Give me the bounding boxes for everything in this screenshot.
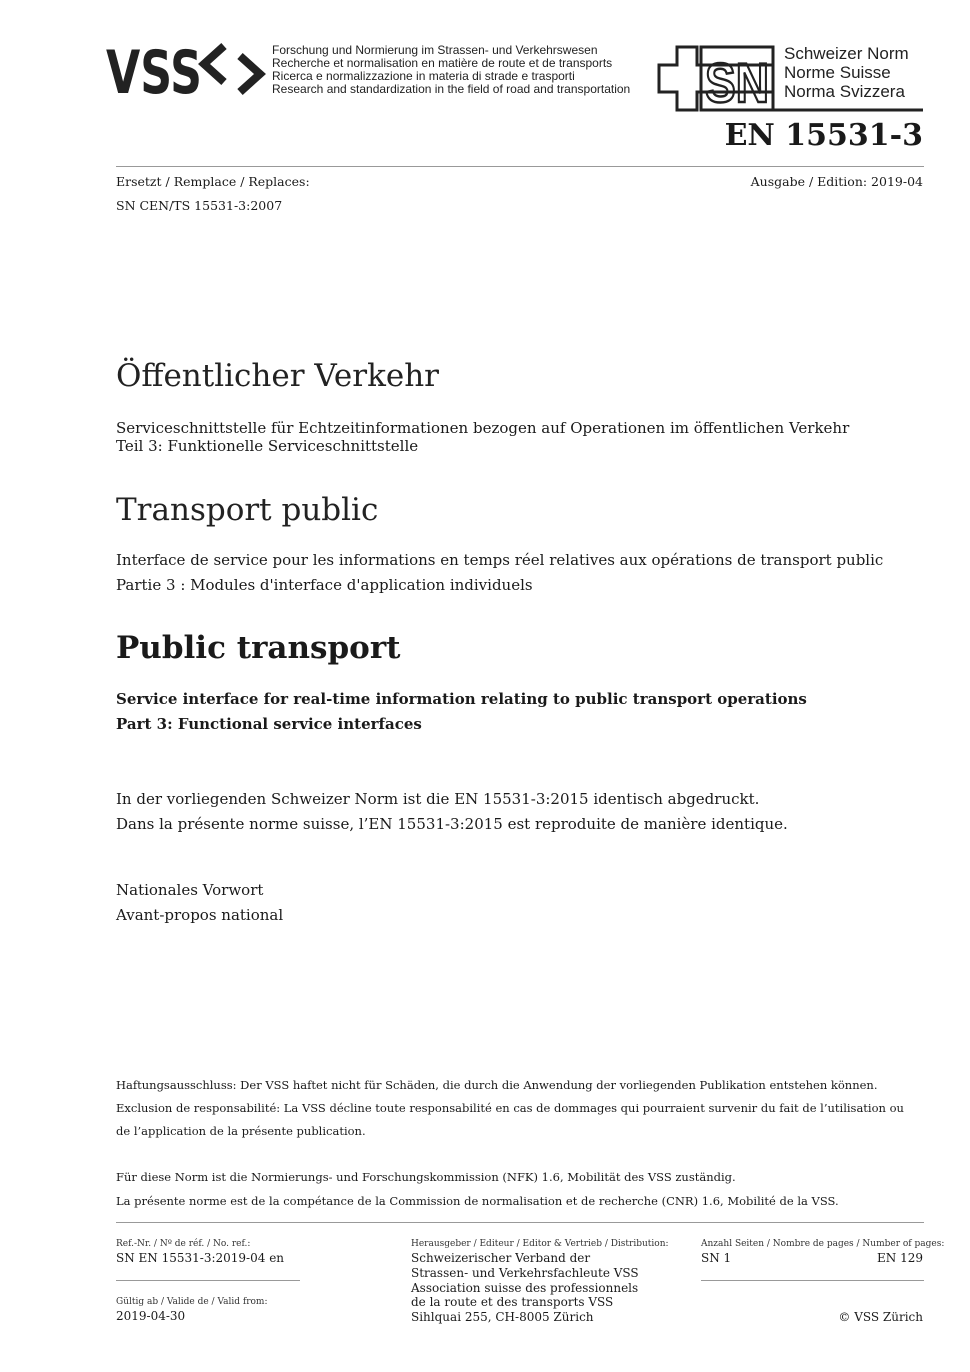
- publisher-line: Strassen- und Verkehrsfachleute VSS: [411, 1266, 639, 1280]
- sn-name-de: Schweizer Norm: [784, 44, 909, 63]
- divider: [116, 1222, 924, 1223]
- vss-logo-text: VSS: [106, 40, 202, 100]
- vss-tagline-it: Ricerca e normalizzazione in materia di strade e trasporti: [272, 69, 575, 83]
- sn-name-fr: Norme Suisse: [784, 63, 891, 82]
- national-foreword-de: Nationales Vorwort: [116, 881, 264, 899]
- publisher-line: de la route et des transports VSS: [411, 1295, 614, 1309]
- disclaimer-de: Haftungsausschluss: Der VSS haftet nicht für Schäden, die durch die Anwendung der vorliegenden Publikation entstehen können.: [116, 1078, 878, 1092]
- copyright: © VSS Zürich: [838, 1310, 923, 1324]
- responsibility-de: Für diese Norm ist die Normierungs- und Forschungskommission (NFK) 1.6, Mobilität des VSS zuständig.: [116, 1170, 736, 1184]
- edition-date: Ausgabe / Edition: 2019-04: [750, 174, 923, 189]
- subtitle-en-line2: Part 3: Functional service interfaces: [116, 715, 422, 733]
- disclaimer-fr-line1: Exclusion de responsabilité: La VSS décline toute responsabilité en cas de dommages qui pourraient survenir du fait de l’utilisation ou: [116, 1101, 904, 1115]
- identical-note-fr: Dans la présente norme suisse, l’EN 15531-3:2015 est reproduite de manière identique.: [116, 815, 788, 833]
- subtitle-fr-line1: Interface de service pour les informations en temps réel relatives aux opérations de transport public: [116, 551, 884, 569]
- page-count-sn: SN 1: [701, 1251, 732, 1265]
- valid-from-label: Gültig ab / Valide de / Valid from:: [116, 1297, 268, 1307]
- ref-number-value: SN EN 15531-3:2019-04 en: [116, 1251, 285, 1265]
- ref-number-label: Ref.-Nr. / Nº de réf. / No. ref.:: [116, 1239, 251, 1249]
- subtitle-de-line1: Serviceschnittstelle für Echtzeitinformationen bezogen auf Operationen im öffentlichen Verkehr: [116, 419, 850, 437]
- vss-tagline: [272, 44, 630, 96]
- divider: [701, 1280, 924, 1281]
- title-en: Public transport: [116, 630, 401, 666]
- publisher-line: Schweizerischer Verband der: [411, 1251, 591, 1265]
- vss-logo: [106, 40, 266, 100]
- title-fr: Transport public: [116, 492, 379, 528]
- vss-tagline-en: Research and standardization in the field of road and transportation: [272, 82, 631, 96]
- identical-note-de: In der vorliegenden Schweizer Norm ist die EN 15531-3:2015 identisch abgedruckt.: [116, 790, 760, 808]
- divider: [116, 1280, 300, 1281]
- national-foreword-fr: Avant-propos national: [116, 906, 284, 924]
- subtitle-fr-line2: Partie 3 : Modules d'interface d'application individuels: [116, 576, 533, 594]
- standard-number: EN 15531-3: [724, 118, 923, 153]
- publisher-address: Sihlquai 255, CH-8005 Zürich: [411, 1310, 594, 1324]
- valid-from-value: 2019-04-30: [116, 1309, 186, 1323]
- publisher-label: Herausgeber / Editeur / Editor & Vertrieb / Distribution:: [411, 1239, 669, 1249]
- vss-tagline-de: Forschung und Normierung im Strassen- und Verkehrswesen: [272, 43, 598, 57]
- sn-name-it: Norma Svizzera: [784, 82, 905, 101]
- disclaimer-fr-line2: de l’application de la présente publication.: [116, 1124, 366, 1138]
- subtitle-en-line1: Service interface for real-time information relating to public transport operations: [116, 690, 807, 708]
- subtitle-de-line2: Teil 3: Funktionelle Serviceschnittstelle: [116, 437, 419, 455]
- replaces-label: Ersetzt / Remplace / Replaces:: [116, 174, 310, 189]
- publisher-line: Association suisse des professionnels: [411, 1281, 639, 1295]
- divider: [116, 166, 924, 167]
- responsibility-fr: La présente norme est de la compétance de la Commission de normalisation et de recherche (CNR) 1.6, Mobilité de la VSS.: [116, 1194, 839, 1208]
- page-count-label: Anzahl Seiten / Nombre de pages / Number of pages:: [701, 1239, 945, 1249]
- vss-tagline-fr: Recherche et normalisation en matière de route et de transports: [272, 56, 613, 70]
- replaces-value: SN CEN/TS 15531-3:2007: [116, 198, 283, 213]
- page-count-en: EN 129: [877, 1251, 923, 1265]
- title-de: Öffentlicher Verkehr: [116, 358, 440, 394]
- sn-logo-text: SN: [705, 51, 769, 114]
- sn-names: [784, 44, 909, 101]
